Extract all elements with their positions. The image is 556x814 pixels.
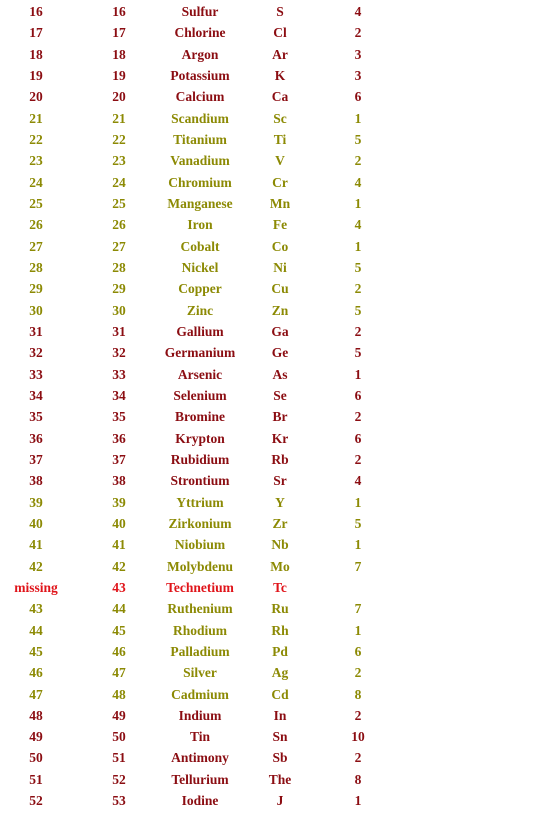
element-symbol: Cr	[272, 174, 288, 190]
atomic-number: 25	[112, 195, 126, 211]
element-symbol: Tc	[273, 579, 287, 595]
row-index: 39	[29, 494, 43, 510]
atomic-number: 48	[112, 686, 126, 702]
table-row	[0, 449, 556, 470]
element-symbol: S	[276, 4, 284, 19]
table-row	[0, 129, 556, 150]
isotope-count: 1	[354, 366, 362, 382]
element-name: Iodine	[181, 793, 219, 809]
atomic-number: 49	[112, 707, 126, 723]
atomic-number: 35	[112, 409, 126, 425]
isotope-count: 2	[354, 409, 362, 425]
element-symbol: V	[275, 153, 285, 169]
table-row	[0, 556, 556, 577]
atomic-number: 16	[112, 4, 126, 19]
isotope-count: 2	[354, 665, 362, 681]
isotope-count: 6	[354, 387, 362, 403]
atomic-number: 17	[112, 25, 126, 41]
atomic-number: 52	[112, 771, 126, 787]
element-name: Manganese	[167, 195, 233, 211]
element-symbol: Br	[272, 409, 288, 425]
atomic-number: 26	[112, 217, 126, 233]
table-row	[0, 726, 556, 747]
row-index: missing	[14, 579, 58, 595]
atomic-number: 18	[112, 46, 126, 62]
element-symbol: Ca	[271, 89, 289, 105]
element-symbol: Zn	[271, 302, 289, 318]
table-row	[0, 22, 556, 43]
element-name: Potassium	[170, 67, 230, 83]
element-name: Niobium	[174, 537, 226, 553]
row-index: 23	[29, 153, 43, 169]
atomic-number: 30	[112, 302, 126, 318]
element-symbol: Y	[275, 494, 285, 510]
isotope-count: 4	[354, 473, 362, 489]
row-index: 51	[29, 771, 43, 787]
isotope-count: 6	[354, 430, 362, 446]
table-row	[0, 172, 556, 193]
table-row	[0, 470, 556, 491]
element-symbol: As	[272, 366, 288, 382]
atomic-number: 40	[112, 515, 126, 531]
isotope-count: 4	[354, 4, 362, 19]
row-index: 18	[29, 46, 43, 62]
element-symbol: Mo	[270, 558, 290, 574]
element-name: Krypton	[175, 430, 225, 446]
isotope-count: 5	[354, 131, 362, 147]
element-name: Rhodium	[172, 622, 228, 638]
atomic-number: 42	[112, 558, 126, 574]
table-row	[0, 86, 556, 107]
element-symbol: Sn	[272, 729, 288, 745]
table-row	[0, 193, 556, 214]
atomic-number: 43	[112, 579, 126, 595]
element-name: Chromium	[168, 174, 232, 190]
element-name: Chlorine	[174, 25, 226, 41]
row-index: 47	[29, 686, 43, 702]
element-name: Indium	[178, 707, 222, 723]
table-row	[0, 620, 556, 641]
isotope-count: 5	[354, 302, 362, 318]
element-name: Molybdenu	[166, 558, 234, 574]
element-symbol: J	[276, 793, 284, 809]
element-name: Cobalt	[180, 238, 220, 254]
atomic-number: 22	[112, 131, 126, 147]
atomic-number: 47	[112, 665, 126, 681]
row-index: 52	[29, 793, 43, 809]
isotope-count: 7	[354, 601, 362, 617]
element-symbol: Co	[271, 238, 289, 254]
element-name: Ruthenium	[167, 601, 233, 617]
isotope-count: 3	[354, 67, 362, 83]
row-index: 34	[29, 387, 43, 403]
row-index: 37	[29, 451, 43, 467]
isotope-count: 1	[354, 110, 362, 126]
isotope-count: 10	[351, 729, 365, 745]
table-row	[0, 641, 556, 662]
element-name: Vanadium	[170, 153, 230, 169]
element-symbol: Zr	[272, 515, 288, 531]
atomic-number: 19	[112, 67, 126, 83]
isotope-count: 1	[354, 494, 362, 510]
row-index: 29	[29, 281, 43, 297]
atomic-number: 45	[112, 622, 126, 638]
isotope-count: 6	[354, 643, 362, 659]
row-index: 24	[29, 174, 43, 190]
table-row	[0, 577, 556, 598]
element-name: Antimony	[171, 750, 229, 766]
isotope-count: 2	[354, 281, 362, 297]
table-row	[0, 108, 556, 129]
row-index: 38	[29, 473, 43, 489]
row-index: 32	[29, 345, 43, 361]
table-row	[0, 747, 556, 768]
row-index: 28	[29, 259, 43, 275]
atomic-number: 23	[112, 153, 126, 169]
atomic-number: 24	[112, 174, 126, 190]
row-index: 46	[29, 665, 43, 681]
isotope-count: 2	[354, 750, 362, 766]
isotope-count: 2	[354, 707, 362, 723]
element-name: Bromine	[175, 409, 225, 425]
element-symbol: Kr	[271, 430, 289, 446]
atomic-number: 51	[112, 750, 126, 766]
isotope-count: 1	[354, 793, 362, 809]
table-row	[0, 662, 556, 683]
element-symbol: Ag	[271, 665, 289, 681]
row-index: 49	[29, 729, 43, 745]
atomic-number: 38	[112, 473, 126, 489]
table-row	[0, 150, 556, 171]
element-symbol: Cu	[271, 281, 289, 297]
isotope-count: 5	[354, 259, 362, 275]
element-name: Technetium	[166, 579, 234, 595]
element-name: Titanium	[173, 131, 227, 147]
table-row	[0, 44, 556, 65]
table-row	[0, 321, 556, 342]
element-symbol: K	[274, 67, 286, 83]
table-row	[0, 385, 556, 406]
element-symbol: Pd	[272, 643, 288, 659]
row-index: 36	[29, 430, 43, 446]
atomic-number: 21	[112, 110, 126, 126]
row-index: 43	[29, 601, 43, 617]
row-index: 26	[29, 217, 43, 233]
element-name: Gallium	[176, 323, 224, 339]
table-row	[0, 513, 556, 534]
atomic-number: 33	[112, 366, 126, 382]
element-name: Cadmium	[171, 686, 229, 702]
table-row	[0, 342, 556, 363]
element-name: Zirkonium	[168, 515, 232, 531]
element-name: Palladium	[170, 643, 230, 659]
element-name: Yttrium	[176, 494, 224, 510]
atomic-number: 46	[112, 643, 126, 659]
table-row	[0, 790, 556, 811]
element-name: Arsenic	[177, 366, 223, 382]
atomic-number: 50	[112, 729, 126, 745]
isotope-count: 8	[354, 686, 362, 702]
element-name: Tin	[189, 729, 211, 745]
atomic-number: 29	[112, 281, 126, 297]
isotope-count: 5	[354, 345, 362, 361]
element-name: Germanium	[164, 345, 236, 361]
element-symbol: Sc	[273, 110, 287, 126]
element-symbol: Rb	[271, 451, 289, 467]
table-row	[0, 65, 556, 86]
isotope-count: 5	[354, 515, 362, 531]
isotope-count: 1	[354, 238, 362, 254]
row-index: 50	[29, 750, 43, 766]
element-symbol: Ni	[273, 259, 287, 275]
atomic-number: 31	[112, 323, 126, 339]
row-index: 48	[29, 707, 43, 723]
row-index: 42	[29, 558, 43, 574]
table-row	[0, 769, 556, 790]
element-name: Copper	[178, 281, 222, 297]
element-symbol: Se	[273, 387, 287, 403]
isotope-count: 2	[354, 25, 362, 41]
row-index: 31	[29, 323, 43, 339]
row-index: 44	[29, 622, 43, 638]
element-name: Sulfur	[181, 4, 219, 19]
element-name: Rubidium	[170, 451, 230, 467]
element-symbol: Sr	[273, 473, 287, 489]
row-index: 16	[29, 4, 43, 19]
atomic-number: 27	[112, 238, 126, 254]
table-row	[0, 705, 556, 726]
atomic-number: 37	[112, 451, 126, 467]
row-index: 45	[29, 643, 43, 659]
atomic-number: 20	[112, 89, 126, 105]
table-row	[0, 300, 556, 321]
atomic-number: 53	[112, 793, 126, 809]
row-index: 40	[29, 515, 43, 531]
isotope-count: 1	[354, 195, 362, 211]
row-index: 27	[29, 238, 43, 254]
element-name: Tellurium	[171, 771, 229, 787]
element-table	[0, 1, 556, 811]
table-row	[0, 1, 556, 22]
isotope-count: 7	[354, 558, 362, 574]
row-index: 22	[29, 131, 43, 147]
row-index: 17	[29, 25, 43, 41]
element-name: Nickel	[181, 259, 219, 275]
isotope-count: 2	[354, 451, 362, 467]
isotope-count: 8	[354, 771, 362, 787]
isotope-count: 2	[354, 153, 362, 169]
element-name: Zinc	[186, 302, 214, 318]
element-name: Selenium	[173, 387, 227, 403]
table-row	[0, 236, 556, 257]
isotope-count: 6	[354, 89, 362, 105]
row-index: 19	[29, 67, 43, 83]
row-index: 25	[29, 195, 43, 211]
element-name: Strontium	[170, 473, 230, 489]
isotope-count: 1	[354, 537, 362, 553]
element-name: Iron	[187, 217, 213, 233]
table-row	[0, 364, 556, 385]
element-symbol: Ru	[271, 601, 289, 617]
element-symbol: Ti	[273, 131, 287, 147]
table-row	[0, 492, 556, 513]
element-symbol: In	[273, 707, 287, 723]
element-symbol: Nb	[271, 537, 289, 553]
atomic-number: 28	[112, 259, 126, 275]
table-row	[0, 684, 556, 705]
atomic-number: 32	[112, 345, 126, 361]
row-index: 30	[29, 302, 43, 318]
table-row	[0, 428, 556, 449]
atomic-number: 41	[112, 537, 126, 553]
row-index: 33	[29, 366, 43, 382]
element-symbol: Fe	[272, 217, 288, 233]
element-name: Calcium	[175, 89, 225, 105]
isotope-count: 1	[354, 622, 362, 638]
row-index: 21	[29, 110, 43, 126]
element-name: Silver	[183, 665, 217, 681]
atomic-number: 34	[112, 387, 126, 403]
isotope-count: 3	[354, 46, 362, 62]
isotope-count: 4	[354, 174, 362, 190]
element-symbol: Ar	[272, 46, 288, 62]
atomic-number: 44	[112, 601, 126, 617]
element-name: Argon	[181, 46, 219, 62]
element-name: Scandium	[171, 110, 229, 126]
table-row	[0, 278, 556, 299]
table-row	[0, 406, 556, 427]
element-symbol: Rh	[271, 622, 289, 638]
element-symbol: Ge	[271, 345, 289, 361]
table-row	[0, 214, 556, 235]
table-row	[0, 598, 556, 619]
element-symbol: The	[268, 771, 292, 787]
row-index: 41	[29, 537, 43, 553]
element-symbol: Sb	[272, 750, 288, 766]
element-symbol: Cd	[271, 686, 289, 702]
atomic-number: 36	[112, 430, 126, 446]
row-index: 35	[29, 409, 43, 425]
table-row	[0, 257, 556, 278]
row-index: 20	[29, 89, 43, 105]
table-row	[0, 534, 556, 555]
element-symbol: Ga	[271, 323, 289, 339]
element-symbol: Cl	[273, 25, 287, 41]
atomic-number: 39	[112, 494, 126, 510]
isotope-count: 2	[354, 323, 362, 339]
isotope-count: 4	[354, 217, 362, 233]
element-symbol: Mn	[269, 195, 291, 211]
